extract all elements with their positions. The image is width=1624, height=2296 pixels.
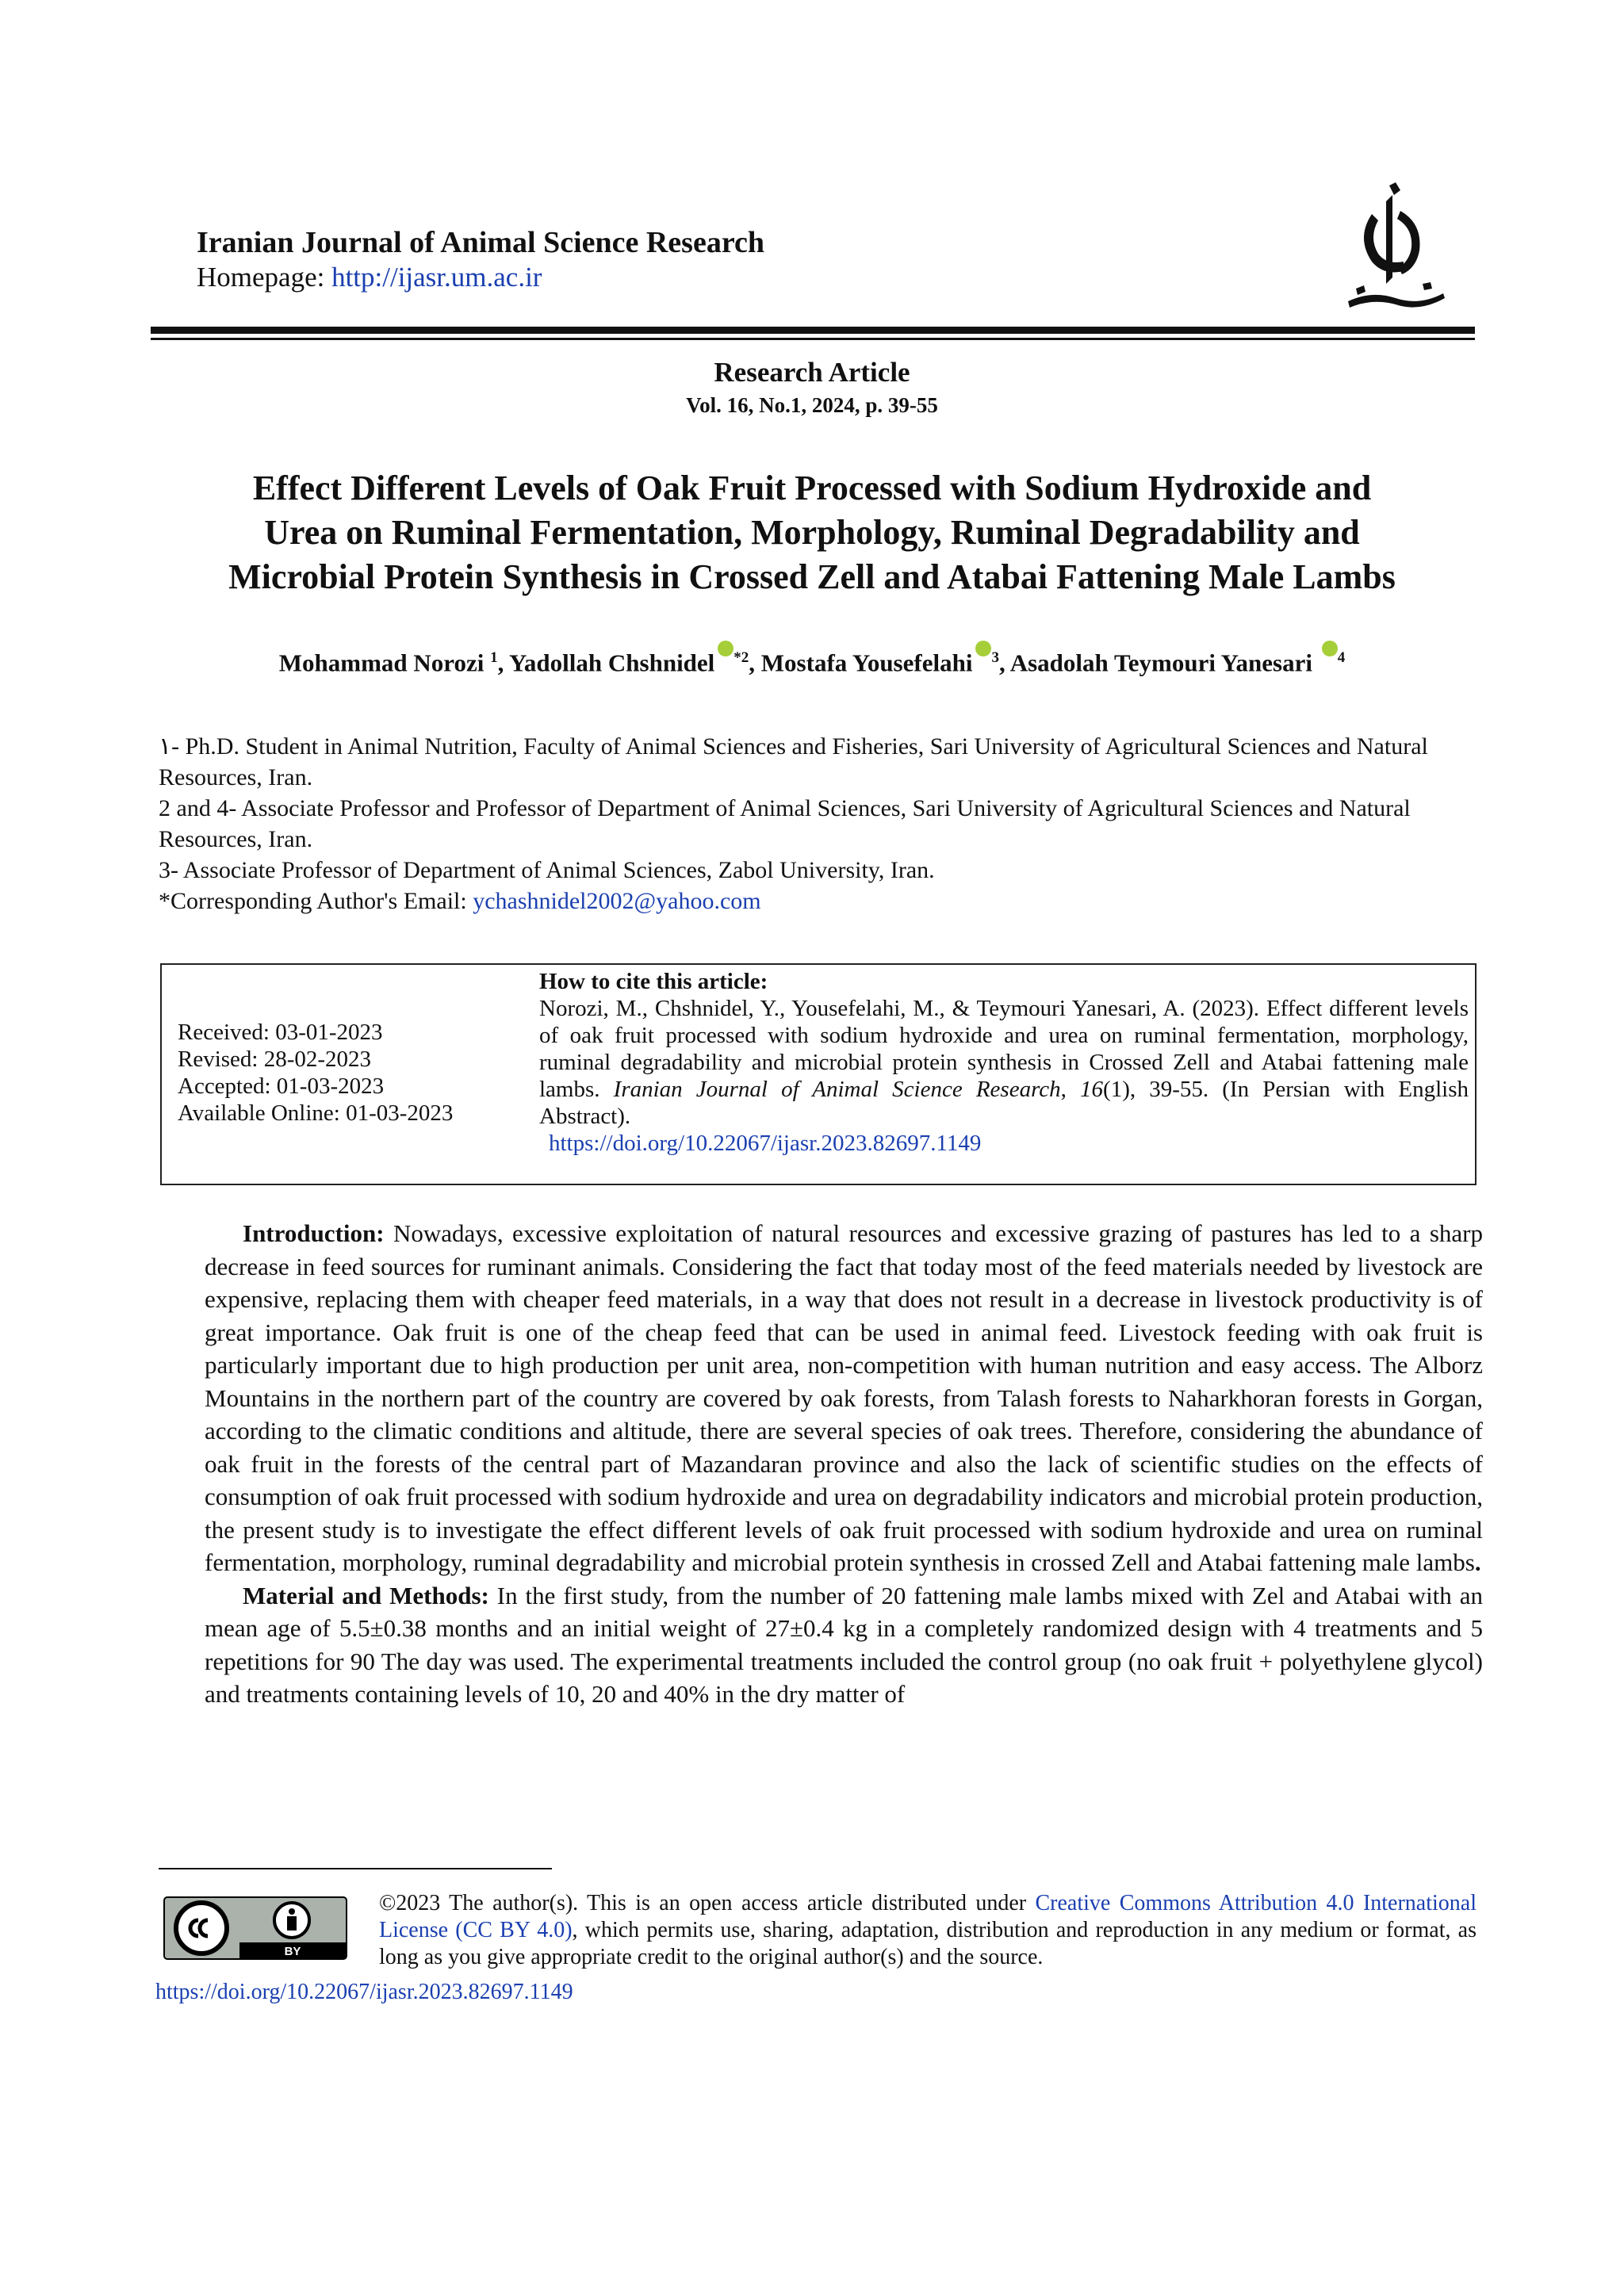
article-info-box [160,963,1477,1185]
title-line: Effect Different Levels of Oak Fruit Processed with Sodium Hydroxide and [252,469,1372,507]
author-separator: , [998,649,1010,677]
affiliations [159,731,1475,916]
methods-label: Material and Methods: [243,1581,489,1609]
corresponding-email-link[interactable]: ychashnidel2002@yahoo.com [473,888,761,914]
article-title [127,466,1497,599]
author-list [0,641,1624,680]
author-name: Mostafa Yousefelahi [760,649,973,677]
author-affil-mark: *2 [733,649,749,666]
citation-main: Norozi, M., Chshnidel, Y., Yousefelahi, M., & Teymouri Yanesari, A. (2023). Effect different levels of oak fruit processed with sodium hydroxide and urea on ruminal fermentation, morphology, ruminal degradability and microbial protein synthesis in Crossed Zell and Atabai fattening male lambs. [539,996,1469,1102]
license-text [379,1890,1477,1971]
citation-block [539,968,1469,1157]
orcid-icon[interactable] [1322,641,1338,656]
citation-pages: (1), 39-55. (In Persian with English Abstract). [539,1077,1469,1129]
affiliation-item: ١- Ph.D. Student in Animal Nutrition, Faculty of Animal Sciences and Fisheries, Sari University of Agricultural Sciences and Natural Resources, Iran. [159,733,1428,790]
orcid-icon[interactable] [975,641,991,656]
citation-text [539,995,1469,1130]
homepage-link[interactable]: http://ijasr.um.ac.ir [331,262,542,293]
header-rule-thin [151,338,1475,340]
journal-header [197,224,764,294]
cc-by-icon[interactable] [163,1896,347,1960]
title-line: Urea on Ruminal Fermentation, Morphology, Ruminal Degradability and [264,513,1360,552]
citation-volume: 16 [1080,1077,1104,1102]
methods-text: In the first study, from the number of 20 fattening male lambs mixed with Zel and Atabai with an mean age of 5.5±0.38 months and an initial weight of 27±0.4 kg in a completely randomized design with 4 treatments and 5 repetitions for 90 The day was used. The experimental treatments included the control group (no oak fruit + polyethylene glycol) and treatments containing levels of 10, 20 and 40% in the dry matter of [205,1581,1483,1708]
accepted-date: Accepted: 01-03-2023 [178,1073,385,1099]
author-name: Asadolah Teymouri Yanesari [1009,649,1319,677]
affiliation-item: 2 and 4- Associate Professor and Professor of Department of Animal Sciences, Sari University of Agricultural Sciences and Natural Resources, Iran. [159,795,1411,852]
received-date: Received: 03-01-2023 [178,1020,383,1045]
article-type: Research Article [714,357,910,388]
online-date: Available Online: 01-03-2023 [178,1100,454,1126]
revised-date: Revised: 28-02-2023 [178,1047,372,1072]
abstract [205,1217,1483,1711]
author-affil-mark: 1 [490,649,498,666]
author-separator: , [749,649,761,677]
abstract-methods [205,1579,1483,1711]
author-affil-mark: 4 [1337,649,1346,666]
cc-by-label: BY [284,1945,301,1958]
abstract-introduction [205,1217,1483,1579]
journal-title: Iranian Journal of Animal Science Research [197,226,765,259]
citation-journal: Iranian Journal of Animal Science Research [613,1077,1061,1102]
citation-heading: How to cite this article: [539,969,768,994]
license-link[interactable]: Creative Commons Attribution 4.0 International License (CC BY 4.0) [379,1891,1477,1942]
volume-info: Vol. 16, No.1, 2024, p. 39-55 [686,393,938,417]
corresponding-author [159,886,1475,916]
corresponding-label: *Corresponding Author's Email: [159,888,473,914]
university-logo-icon [1340,182,1451,317]
footnote-rule [159,1868,552,1869]
affiliation-item: 3- Associate Professor of Department of Animal Sciences, Zabol University, Iran. [159,857,935,883]
author-affil-mark: 3 [991,649,999,666]
author-separator: , [497,649,509,677]
citation-sep: , [1060,1077,1081,1102]
author-name: Mohammad Norozi [278,649,491,677]
citation-doi-link[interactable]: https://doi.org/10.22067/ijasr.2023.82697.1149 [549,1131,982,1156]
introduction-text: Nowadays, excessive exploitation of natural resources and excessive grazing of pastures has led to a sharp decrease in feed sources for ruminant animals. Considering the fact that today most of the feed materials needed by livestock are expensive, replacing them with cheaper feed materials, in a way that does not result in a decrease in livestock productivity is of great importance. Oak fruit is one of the cheap feed that can be used in animal feed. Livestock feeding with oak fruit is particularly important due to high production per unit area, non-competition with human nutrition and easy access. The Alborz Mountains in the northern part of the country are covered by oak forests, from Talash forests to Naharkhoran forests in Gorgan, according to the climatic conditions and altitude, there are several species of oak trees. Therefore, considering the abundance of oak fruit in the forests of the central part of Mazandaran province and also the lack of scientific studies on the effects of consumption of oak fruit processed with sodium hydroxide and urea on degradability indicators and microbial protein production, the present study is to investigate the effect different levels of oak fruit processed with sodium hydroxide and urea on ruminal fermentation, morphology, ruminal degradability and microbial protein synthesis in crossed Zell and Atabai fattening male lambs [205,1219,1483,1576]
introduction-end: . [1474,1548,1481,1576]
footer-doi-link[interactable]: https://doi.org/10.22067/ijasr.2023.82697.1149 [155,1980,573,2004]
title-line: Microbial Protein Synthesis in Crossed Zell and Atabai Fattening Male Lambs [228,557,1396,596]
header-rule-thick [151,327,1475,334]
introduction-label: Introduction: [243,1219,385,1247]
license-before: ©2023 The author(s). This is an open access article distributed under [379,1891,1036,1915]
homepage-label: Homepage: [197,262,332,293]
orcid-icon[interactable] [718,641,733,656]
article-dates [178,1019,453,1127]
license-after: , which permits use, sharing, adaptation, distribution and reproduction in any medium or format, as long as you give appropriate credit to the original author(s) and the source. [379,1918,1477,1969]
homepage-line [197,261,764,294]
author-name: Yadollah Chshnidel [508,649,715,677]
